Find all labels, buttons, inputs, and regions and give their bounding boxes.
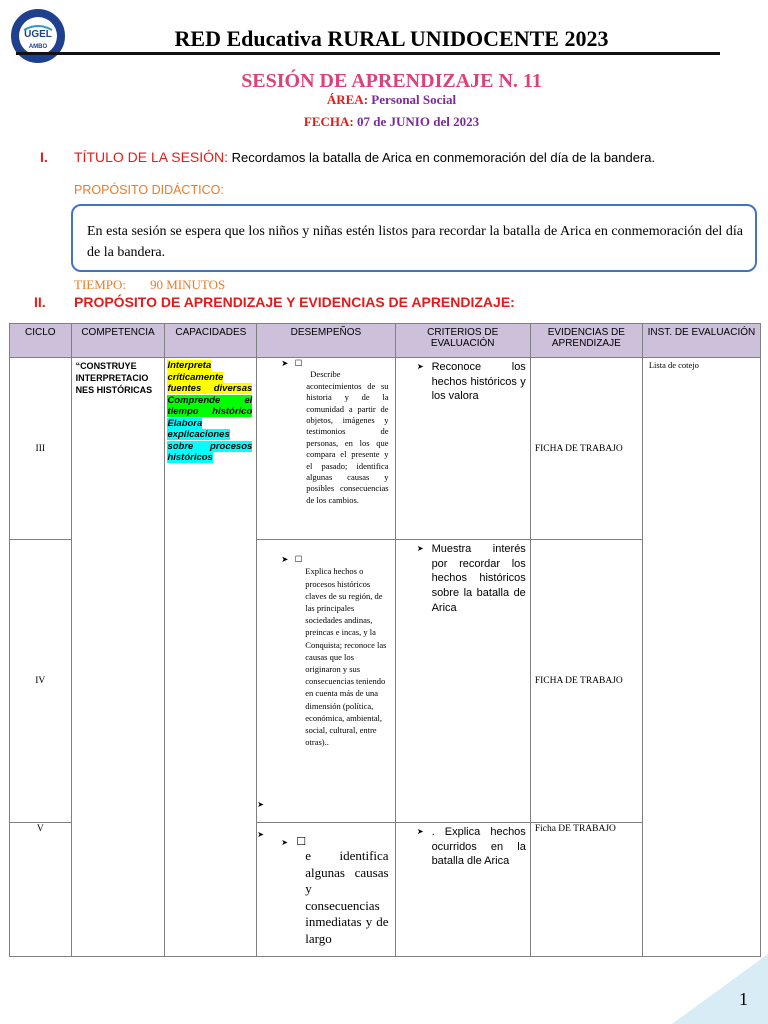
header-instrumento: INST. DE EVALUACIÓN [642, 324, 760, 358]
section-1-label: TÍTULO DE LA SESIÓN: [74, 149, 229, 165]
capacidades-cell [165, 358, 257, 957]
desempeno-cell [257, 823, 395, 957]
didactic-purpose-text: En esta sesión se espera que los niños y niñas estén listos para recordar la batalla de Arica en conmemoración del día de la bandera. [87, 224, 743, 260]
criterio-cell [395, 358, 530, 540]
table-header-row [10, 324, 761, 358]
arrow-icon: ➤ [257, 799, 264, 809]
learning-table [9, 323, 761, 957]
ciclo-cell: V [10, 823, 72, 957]
evidencia-prefix: Ficha [534, 824, 559, 834]
criterio-text: Muestra interés por recordar los hechos históricos sobre la batalla de Arica [431, 543, 526, 614]
checkbox-icon: ☐ [294, 358, 303, 368]
arrow-icon: ➤ [281, 838, 288, 847]
capacidad-3: Elabora explicaciones sobre procesos históricos [167, 417, 253, 463]
header-competencia: COMPETENCIA [71, 324, 165, 358]
arrow-icon: ➤ [257, 830, 264, 839]
time-line [74, 277, 225, 293]
session-title: SESIÓN DE APRENDIZAJE N. 11 [241, 70, 542, 92]
header-criterios: CRITERIOS DE EVALUACIÓN [395, 324, 530, 358]
competencia-cell: “CONSTRUYE INTERPRETACIO NES HISTÓRICAS [71, 358, 165, 957]
evidencia-cell [530, 823, 642, 957]
time-value: 90 MINUTOS [150, 277, 226, 292]
didactic-purpose-box [71, 204, 757, 272]
evidencia-cell: FICHA DE TRABAJO [530, 540, 642, 823]
header-capacidades: CAPACIDADES [165, 324, 257, 358]
area-label: ÁREA: [326, 92, 369, 107]
footer-decoration [672, 954, 768, 1024]
checkbox-icon: ☐ [294, 554, 303, 564]
arrow-icon: ➤ [281, 554, 289, 564]
evidencia-cell: FICHA DE TRABAJO [530, 358, 642, 540]
section-2-heading [34, 294, 515, 310]
header-evidencias: EVIDENCIAS DE APRENDIZAJE [530, 324, 642, 358]
section-2-label: PROPÓSITO DE APRENDIZAJE Y EVIDENCIAS DE APRENDIZAJE: [74, 294, 515, 310]
criterio-text: . Explica hechos ocurridos en la batalla dle Arica [431, 826, 526, 868]
network-title: RED Educativa RURAL UNIDOCENTE 2023 [174, 26, 609, 51]
desempeno-cell [257, 540, 395, 823]
arrow-icon: ➤ [281, 358, 289, 368]
area-value: Personal Social [371, 92, 457, 107]
checkbox-icon: ☐ [296, 836, 307, 848]
logo-main-text: UGEL [24, 29, 52, 40]
section-1-number: I. [40, 149, 48, 165]
date-line [0, 114, 768, 130]
arrow-icon: ➤ [416, 362, 424, 371]
didactic-purpose-label: PROPÓSITO DIDÁCTICO: [74, 183, 224, 197]
session-topic: Recordamos la batalla de Arica en conmemoración del día de la bandera. [231, 150, 656, 165]
page-number: 1 [739, 989, 748, 1009]
time-label: TIEMPO: [74, 277, 126, 292]
capacidad-1: Interpreta críticamente fuentes diversas [167, 360, 253, 394]
ciclo-cell: III [10, 358, 72, 540]
instrumento-cell: Lista de cotejo [642, 358, 760, 957]
logo-sub-text: AMBO [28, 44, 48, 50]
criterio-cell [395, 540, 530, 823]
desempeno-text: Describe acontecimientos de su historia y de la comunidad a partir de objetos, imágenes y testimonios de personas, en los que compara el presente y el pasado; identifica algunas causas y posibles consecuencias de los cambios. [306, 369, 389, 505]
criterio-text: Reconoce los hechos históricos y los valora [431, 361, 526, 403]
desempeno-cell [257, 358, 395, 540]
section-2-number: II. [34, 294, 46, 310]
date-label: FECHA: [303, 114, 354, 129]
area-line [0, 92, 768, 108]
arrow-icon: ➤ [416, 544, 424, 553]
table-row [10, 358, 761, 540]
capacidad-2: Comprende el tiempo histórico [167, 394, 253, 417]
header-desempenos: DESEMPEÑOS [257, 324, 395, 358]
ciclo-cell: IV [10, 540, 72, 823]
date-value: 07 de JUNIO del 2023 [357, 114, 480, 129]
header-ciclo: CICLO [10, 324, 72, 358]
arrow-icon: ➤ [416, 827, 424, 836]
session-title-section [40, 148, 730, 167]
criterio-cell [395, 823, 530, 957]
header-divider [16, 52, 720, 55]
desempeno-text: Explica hechos o procesos históricos claves de su región, de las principales sociedades andinas, preincas e incas, y la Conquista; reconoce las causas que los originaron y sus consecuencias teniendo en cuenta más de una dimensión (política, económica, ambiental, social, cultural, entre otras).. [305, 566, 387, 748]
evidencia-text: DE TRABAJO [558, 824, 616, 834]
desempeno-text: e identifica algunas causas y consecuencias inmediatas y de largo [305, 848, 389, 946]
